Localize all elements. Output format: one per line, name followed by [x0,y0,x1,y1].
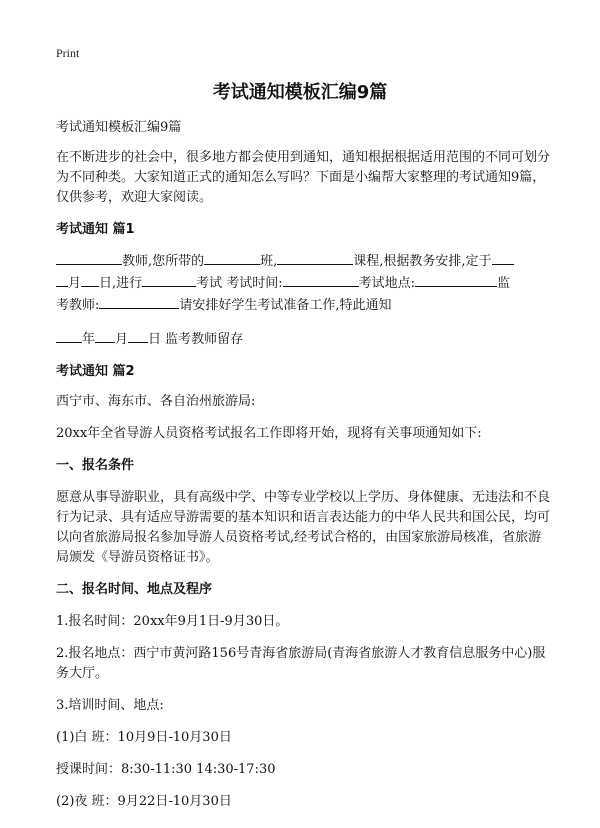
day-class: (1)白 班：10月9日-10月30日 [56,730,232,745]
registration-time: 1.报名时间：20xx年9月1日-9月30日。 [56,614,289,629]
section1-heading: 考试通知 篇1 [56,222,135,237]
form-text: 年 [82,332,96,347]
form-text: 日 监考教师留存 [148,332,244,347]
form-text: 日,进行 [99,276,143,291]
training-time-location: 3.培训时间、地点: [56,698,164,713]
registration-location: 2.报名地点：西宁市黄河路156号青海省旅游局(青海省旅游人才教育信息服务中心)服务大厅。 [56,646,546,681]
document-title: 考试通知模板汇编9篇 [212,82,388,103]
form-text: 考试地点: [358,276,416,291]
blank-line [56,272,68,287]
blank-line [283,272,359,287]
form-text: 教师,您所带的 [122,254,205,269]
blank-line [128,328,148,343]
section2-addressee: 西宁市、海东市、各自治州旅游局: [56,394,256,409]
part1-body: 愿意从事导游职业，具有高级中学、中等专业学校以上学历、身体健康、无违法和不良行为记录、具有适应导游需要的基本知识和语言表达能力的中华人民共和国公民，均可以向省旅游局报名参加导游人员资格考试,经考试合格的，由国家旅游局核准，省旅游局颁发《导游员资格证书》。 [56,490,551,565]
intro-paragraph: 在不断进步的社会中，很多地方都会使用到通知，通知根据根据适用范围的不同可划分为不同种类。大家知道正式的通知怎么写吗？下面是小编帮大家整理的考试通知9篇，仅供参考，欢迎大家阅读。 [56,150,551,205]
form-text: 月 [68,276,82,291]
form-text: 考教师: [56,298,100,313]
section1-form-line3 [56,294,552,316]
section1-form-line1 [56,250,552,272]
section1-form-line2 [56,272,552,294]
blank-line [142,272,196,287]
section2-notice: 20xx年全省导游人员资格考试报名工作即将开始，现将有关事项通知如下: [56,426,482,441]
form-text: 月 [115,332,129,347]
blank-line [56,250,122,265]
night-class: (2)夜 班：9月22日-10月30日 [56,794,232,809]
blank-line [415,272,497,287]
print-link[interactable]: Print [56,46,80,60]
blank-line [492,250,514,265]
blank-line [277,250,353,265]
part1-heading: 一、报名条件 [56,458,135,473]
document-subtitle: 考试通知模板汇编9篇 [56,120,182,135]
part2-heading: 二、报名时间、地点及程序 [56,582,213,597]
blank-line [56,328,82,343]
form-text: 考试 考试时间: [196,276,283,291]
blank-line [204,250,260,265]
document-body [56,118,552,812]
section2-heading: 考试通知 篇2 [56,364,135,379]
lecture-time: 授课时间：8:30-11:30 14:30-17:30 [56,762,276,777]
section1-date-line [56,328,552,350]
form-text: 请安排好学生考试准备工作,特此通知 [179,298,392,313]
blank-line [81,272,99,287]
blank-line [99,294,179,309]
blank-line [95,328,115,343]
form-text: 班, [260,254,278,269]
form-text: 监 [497,276,511,291]
form-text: 课程,根据教务安排,定于 [353,254,492,269]
